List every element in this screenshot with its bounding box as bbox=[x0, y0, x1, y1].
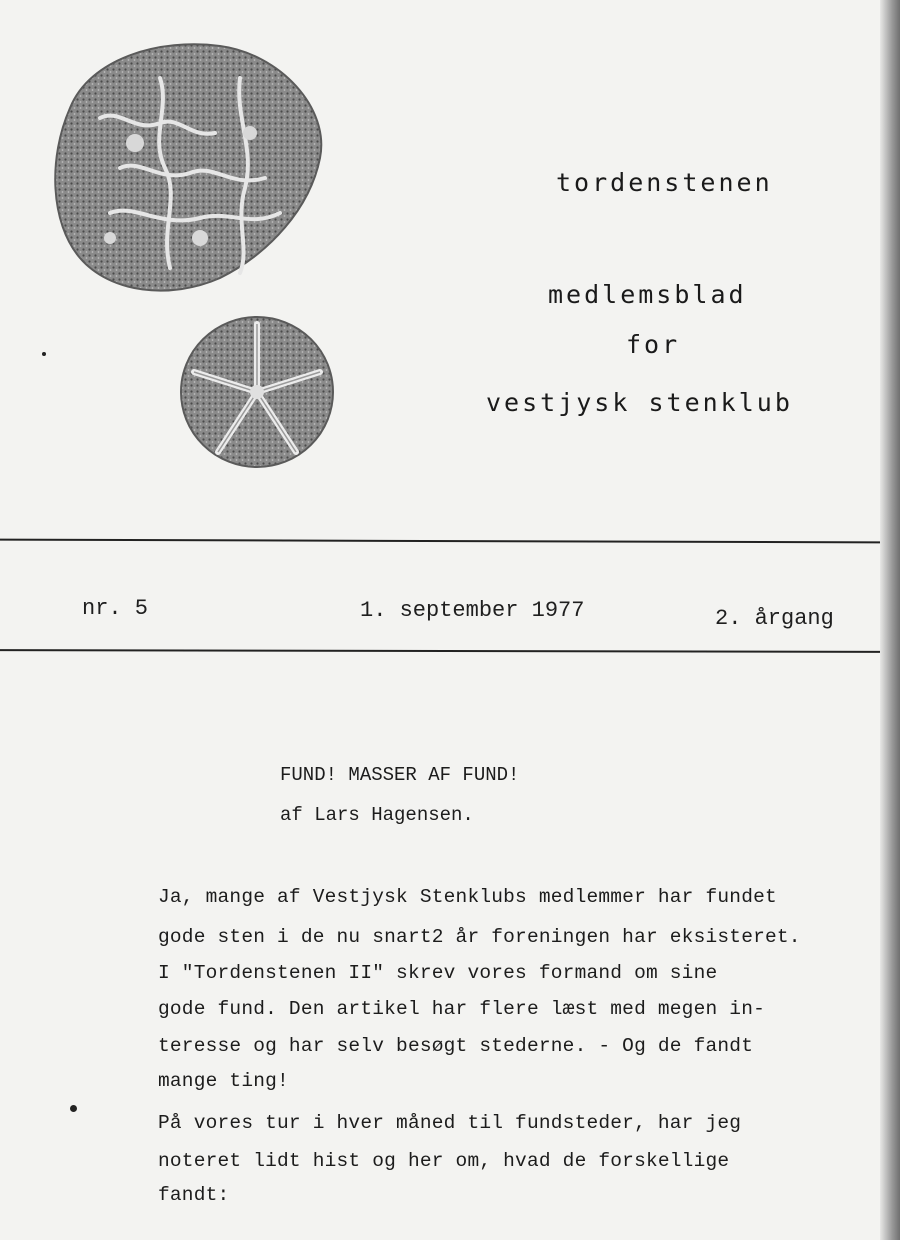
top-divider bbox=[0, 539, 880, 544]
bottom-divider bbox=[0, 649, 880, 653]
article-heading: FUND! MASSER AF FUND! bbox=[280, 764, 520, 786]
newsletter-title: tordenstenen bbox=[556, 168, 773, 197]
subtitle-line-1: medlemsblad bbox=[548, 280, 747, 309]
article-line-8: noteret lidt hist og her om, hvad de forskellige bbox=[158, 1150, 730, 1172]
article-byline: af Lars Hagensen. bbox=[280, 804, 474, 826]
ink-dot bbox=[42, 352, 46, 356]
article-line-3: I "Tordenstenen II" skrev vores formand om sine bbox=[158, 962, 718, 984]
sea-urchin-stamp-icon bbox=[178, 312, 336, 470]
article-line-4: gode fund. Den artikel har flere læst med megen in- bbox=[158, 998, 765, 1020]
article-line-7: På vores tur i hver måned til fundsteder, har jeg bbox=[158, 1112, 742, 1134]
article-line-2: gode sten i de nu snart2 år foreningen har eksisteret. bbox=[158, 926, 801, 948]
article-line-9: fandt: bbox=[158, 1184, 230, 1206]
page-edge bbox=[880, 0, 900, 1240]
ink-dot bbox=[70, 1105, 77, 1112]
article-line-1: Ja, mange af Vestjysk Stenklubs medlemmer har fundet bbox=[158, 886, 777, 908]
article-line-6: mange ting! bbox=[158, 1070, 289, 1092]
subtitle-line-3: vestjysk stenklub bbox=[486, 388, 793, 417]
subtitle-line-2: for bbox=[626, 330, 681, 359]
article-line-5: teresse og har selv besøgt stederne. - Og de fandt bbox=[158, 1035, 754, 1057]
issue-date: 1. september 1977 bbox=[360, 598, 585, 623]
fossil-stone-stamp-icon bbox=[40, 38, 330, 308]
issue-volume: 2. årgang bbox=[715, 606, 834, 631]
issue-number: nr. 5 bbox=[82, 596, 149, 621]
